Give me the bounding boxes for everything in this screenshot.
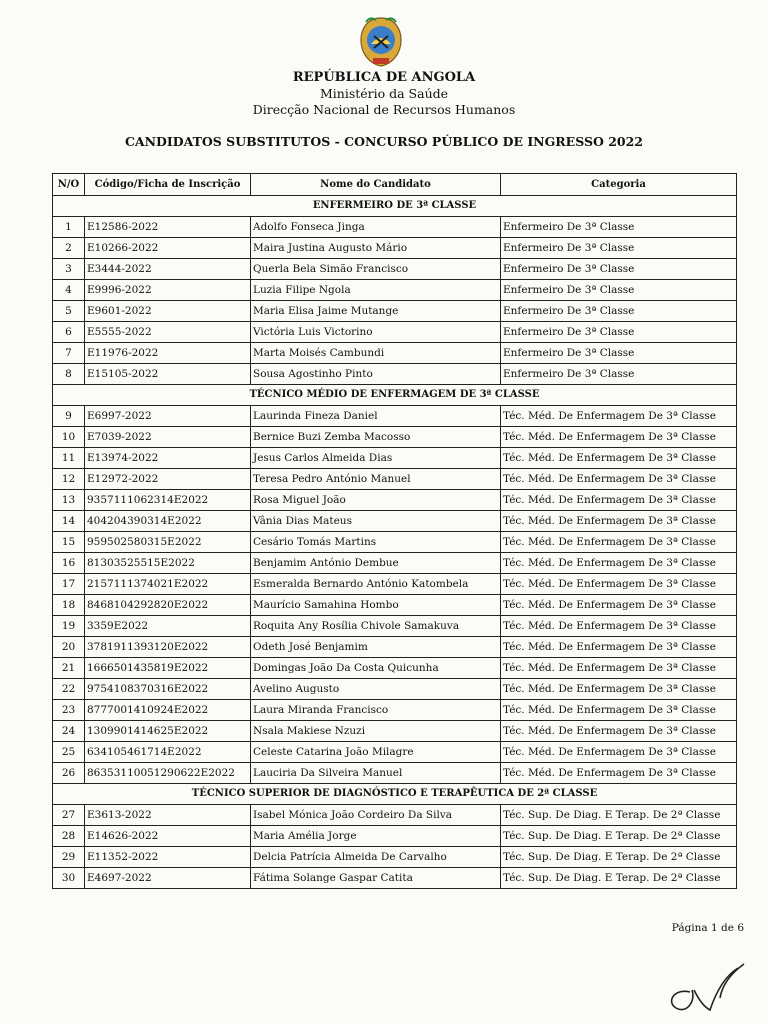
row-code: E5555-2022 [85,322,251,343]
row-code: 1309901414625E2022 [85,721,251,742]
row-number: 28 [53,826,85,847]
row-category: Téc. Méd. De Enfermagem De 3ª Classe [501,658,737,679]
row-code: E3444-2022 [85,259,251,280]
row-name: Odeth José Benjamim [251,637,501,658]
table-row [53,280,737,301]
row-code: E11976-2022 [85,343,251,364]
row-name: Maira Justina Augusto Mário [251,238,501,259]
table-row [53,847,737,868]
table-header-row [53,174,737,196]
row-category: Téc. Méd. De Enfermagem De 3ª Classe [501,616,737,637]
candidates-table [52,173,737,889]
row-name: Vânia Dias Mateus [251,511,501,532]
row-category: Enfermeiro De 3ª Classe [501,322,737,343]
row-code: E12586-2022 [85,217,251,238]
row-code: 404204390314E2022 [85,511,251,532]
row-number: 11 [53,448,85,469]
row-name: Cesário Tomás Martins [251,532,501,553]
row-number: 5 [53,301,85,322]
row-name: Maurício Samahina Hombo [251,595,501,616]
row-category: Téc. Méd. De Enfermagem De 3ª Classe [501,490,737,511]
row-code: E12972-2022 [85,469,251,490]
row-category: Téc. Méd. De Enfermagem De 3ª Classe [501,532,737,553]
row-name: Rosa Miguel João [251,490,501,511]
row-category: Enfermeiro De 3ª Classe [501,238,737,259]
row-category: Téc. Méd. De Enfermagem De 3ª Classe [501,427,737,448]
table-row [53,448,737,469]
row-number: 21 [53,658,85,679]
row-number: 8 [53,364,85,385]
row-category: Téc. Méd. De Enfermagem De 3ª Classe [501,742,737,763]
row-number: 29 [53,847,85,868]
row-category: Téc. Sup. De Diag. E Terap. De 2ª Classe [501,847,737,868]
row-number: 20 [53,637,85,658]
table-row [53,805,737,826]
row-category: Téc. Méd. De Enfermagem De 3ª Classe [501,469,737,490]
row-name: Bernice Buzi Zemba Macosso [251,427,501,448]
row-number: 23 [53,700,85,721]
table-row [53,868,737,889]
row-category: Téc. Méd. De Enfermagem De 3ª Classe [501,721,737,742]
row-code: E3613-2022 [85,805,251,826]
row-code: E15105-2022 [85,364,251,385]
row-category: Téc. Sup. De Diag. E Terap. De 2ª Classe [501,805,737,826]
row-number: 27 [53,805,85,826]
table-row [53,679,737,700]
row-name: Isabel Mónica João Cordeiro Da Silva [251,805,501,826]
row-number: 19 [53,616,85,637]
row-code: 81303525515E2022 [85,553,251,574]
row-name: Maria Elisa Jaime Mutange [251,301,501,322]
country-title: REPÚBLICA DE ANGOLA [292,70,476,85]
row-name: Celeste Catarina João Milagre [251,742,501,763]
table-row [53,742,737,763]
row-name: Benjamim António Dembue [251,553,501,574]
section-title: TÉCNICO MÉDIO DE ENFERMAGEM DE 3ª CLASSE [53,385,737,406]
coat-of-arms-icon [356,14,406,68]
table-row [53,238,737,259]
row-name: Maria Amélia Jorge [251,826,501,847]
row-code: E13974-2022 [85,448,251,469]
row-number: 24 [53,721,85,742]
row-number: 26 [53,763,85,784]
table-row [53,616,737,637]
row-number: 16 [53,553,85,574]
col-number: N/O [53,174,85,196]
row-name: Lauciria Da Silveira Manuel [251,763,501,784]
table-row [53,406,737,427]
table-row [53,637,737,658]
table-row [53,259,737,280]
row-category: Téc. Méd. De Enfermagem De 3ª Classe [501,574,737,595]
row-number: 12 [53,469,85,490]
row-code: 634105461714E2022 [85,742,251,763]
row-category: Téc. Méd. De Enfermagem De 3ª Classe [501,553,737,574]
row-category: Enfermeiro De 3ª Classe [501,259,737,280]
row-code: E9996-2022 [85,280,251,301]
row-name: Roquita Any Rosília Chivole Samakuva [251,616,501,637]
row-name: Luzia Filipe Ngola [251,280,501,301]
row-number: 9 [53,406,85,427]
row-name: Delcia Patrícia Almeida De Carvalho [251,847,501,868]
row-category: Téc. Sup. De Diag. E Terap. De 2ª Classe [501,868,737,889]
table-row [53,490,737,511]
row-category: Téc. Méd. De Enfermagem De 3ª Classe [501,679,737,700]
row-name: Adolfo Fonseca Jinga [251,217,501,238]
table-row [53,469,737,490]
section-row [53,784,737,805]
section-title: ENFERMEIRO DE 3ª CLASSE [53,196,737,217]
row-category: Enfermeiro De 3ª Classe [501,217,737,238]
table-row [53,427,737,448]
row-code: E6997-2022 [85,406,251,427]
row-name: Teresa Pedro António Manuel [251,469,501,490]
table-row [53,343,737,364]
row-name: Avelino Augusto [251,679,501,700]
row-code: E10266-2022 [85,238,251,259]
table-row [53,658,737,679]
row-name: Laurinda Fineza Daniel [251,406,501,427]
row-code: 1666501435819E2022 [85,658,251,679]
row-name: Sousa Agostinho Pinto [251,364,501,385]
row-number: 1 [53,217,85,238]
row-category: Téc. Méd. De Enfermagem De 3ª Classe [501,637,737,658]
section-row [53,196,737,217]
row-code: 8468104292820E2022 [85,595,251,616]
directorate-name: Direcção Nacional de Recursos Humanos [252,102,516,117]
row-category: Téc. Méd. De Enfermagem De 3ª Classe [501,448,737,469]
row-category: Téc. Méd. De Enfermagem De 3ª Classe [501,763,737,784]
ministry-name: Ministério da Saúde [319,86,449,101]
table-body [53,196,737,889]
row-number: 3 [53,259,85,280]
row-category: Téc. Méd. De Enfermagem De 3ª Classe [501,511,737,532]
table-row [53,553,737,574]
row-number: 10 [53,427,85,448]
section-row [53,385,737,406]
row-name: Laura Miranda Francisco [251,700,501,721]
table-row [53,511,737,532]
row-category: Enfermeiro De 3ª Classe [501,301,737,322]
table-row [53,364,737,385]
table-row [53,574,737,595]
col-category: Categoria [501,174,737,196]
row-code: 9754108370316E2022 [85,679,251,700]
row-number: 25 [53,742,85,763]
row-number: 2 [53,238,85,259]
table-row [53,217,737,238]
row-code: 86353110051290622E2022 [85,763,251,784]
row-name: Fátima Solange Gaspar Catita [251,868,501,889]
row-category: Enfermeiro De 3ª Classe [501,364,737,385]
row-name: Victória Luis Victorino [251,322,501,343]
row-code: E14626-2022 [85,826,251,847]
row-code: 9357111062314E2022 [85,490,251,511]
row-number: 14 [53,511,85,532]
table-row [53,595,737,616]
row-name: Querla Bela Simão Francisco [251,259,501,280]
row-code: 8777001410924E2022 [85,700,251,721]
section-title: TÉCNICO SUPERIOR DE DIAGNÓSTICO E TERAPÊUTICA DE 2ª CLASSE [53,784,737,805]
row-code: 2157111374021E2022 [85,574,251,595]
row-category: Téc. Méd. De Enfermagem De 3ª Classe [501,406,737,427]
row-number: 18 [53,595,85,616]
row-name: Domingas João Da Costa Quicunha [251,658,501,679]
table-row [53,721,737,742]
page-number: Página 1 de 6 [671,922,744,934]
row-number: 4 [53,280,85,301]
row-code: E11352-2022 [85,847,251,868]
col-name: Nome do Candidato [251,174,501,196]
row-number: 17 [53,574,85,595]
row-category: Téc. Sup. De Diag. E Terap. De 2ª Classe [501,826,737,847]
row-category: Enfermeiro De 3ª Classe [501,280,737,301]
row-category: Téc. Méd. De Enfermagem De 3ª Classe [501,700,737,721]
row-name: Jesus Carlos Almeida Dias [251,448,501,469]
table-row [53,763,737,784]
row-number: 7 [53,343,85,364]
signature-mark [660,958,760,1018]
table-row [53,826,737,847]
table-row [53,532,737,553]
table-row [53,301,737,322]
row-name: Marta Moisés Cambundi [251,343,501,364]
row-number: 13 [53,490,85,511]
row-name: Nsala Makiese Nzuzi [251,721,501,742]
row-number: 15 [53,532,85,553]
table-row [53,322,737,343]
row-number: 30 [53,868,85,889]
row-code: E9601-2022 [85,301,251,322]
row-code: 3359E2022 [85,616,251,637]
document-title: CANDIDATOS SUBSTITUTOS - CONCURSO PÚBLICO DE INGRESSO 2022 [124,134,644,149]
row-category: Téc. Méd. De Enfermagem De 3ª Classe [501,595,737,616]
row-category: Enfermeiro De 3ª Classe [501,343,737,364]
row-number: 22 [53,679,85,700]
row-number: 6 [53,322,85,343]
row-name: Esmeralda Bernardo António Katombela [251,574,501,595]
table-row [53,700,737,721]
row-code: E4697-2022 [85,868,251,889]
row-code: 3781911393120E2022 [85,637,251,658]
row-code: E7039-2022 [85,427,251,448]
col-code: Código/Ficha de Inscrição [85,174,251,196]
row-code: 959502580315E2022 [85,532,251,553]
